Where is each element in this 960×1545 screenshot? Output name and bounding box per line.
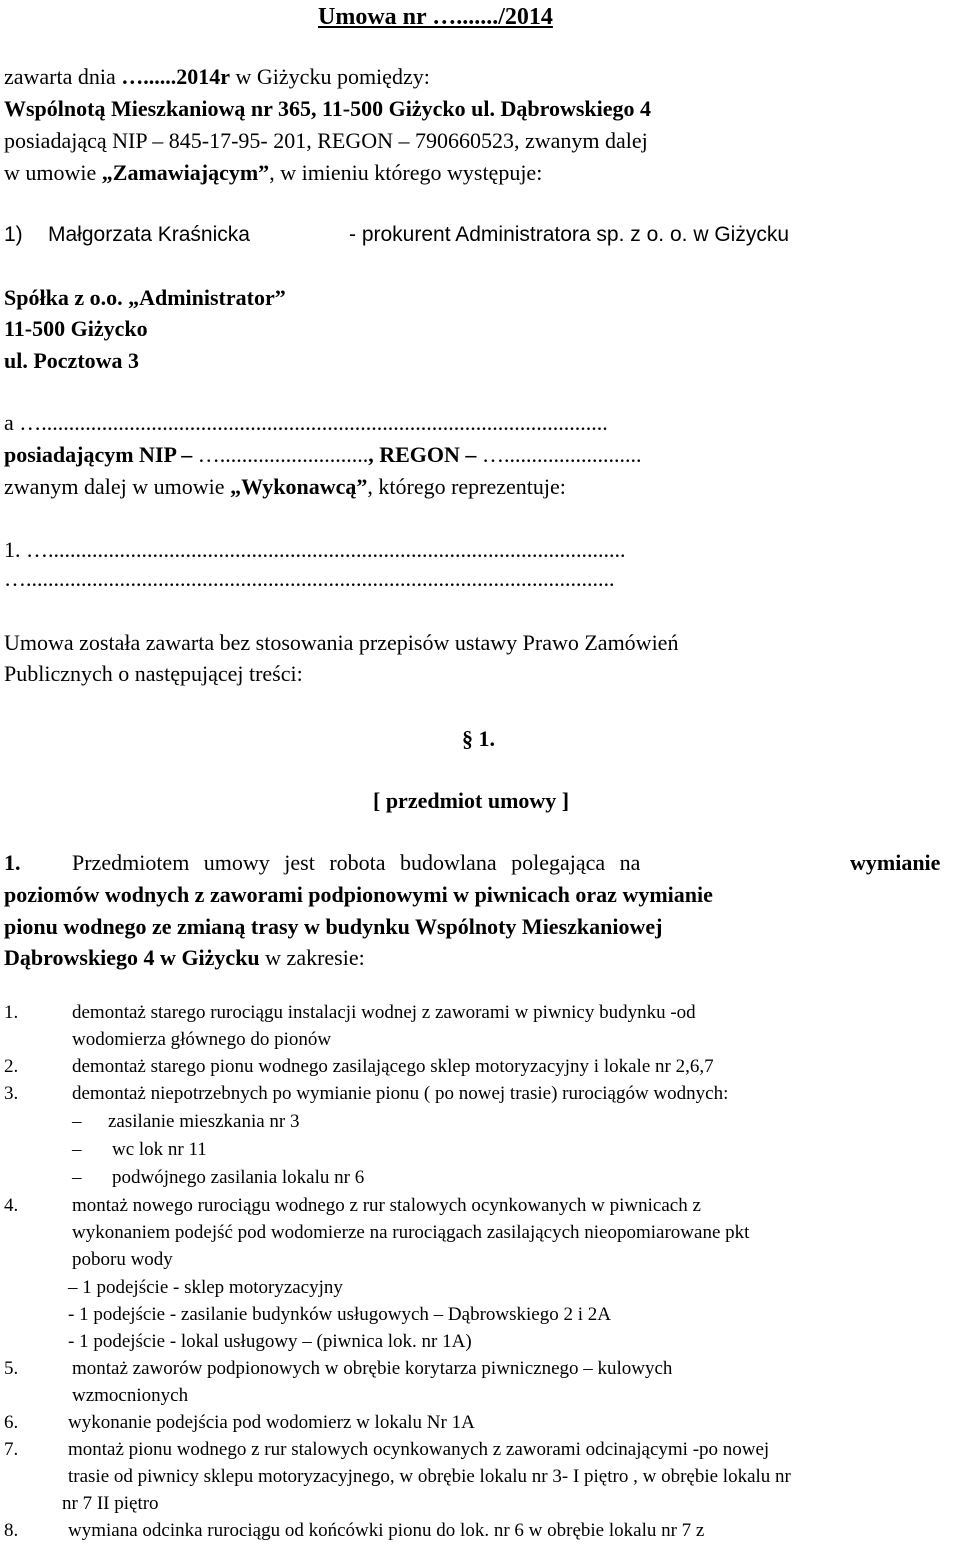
contractor-street: ul. Pocztowa 3	[4, 348, 140, 373]
clause-address: Dąbrowskiego 4 w Giżycku	[4, 945, 260, 970]
ordering-party-term: „Zamawiającym”	[101, 160, 270, 185]
scope-item-text: demontaż starego pionu wodnego zasilającego sklep motoryzacyjny i lokale nr 2,6,7	[72, 1056, 714, 1077]
sub-item: - 1 podejście - lokal usługowy – (piwnica lok. nr 1A)	[68, 1331, 472, 1352]
contractor-text: zwanym dalej w umowie	[4, 474, 231, 499]
contractor-nip-regon-line	[4, 444, 641, 466]
scope-item-number: 5.	[4, 1358, 19, 1379]
scope-item-text: wykonaniem podejść pod wodomierze na rurociągach zasilających nieopomiarowane pkt	[72, 1222, 750, 1243]
scope-item-text: poboru wody	[72, 1249, 173, 1270]
regon-label: , REGON –	[368, 442, 477, 467]
contractor-rep-line-1: 1. ….........................................................................................................	[4, 537, 626, 562]
representative-line	[4, 223, 789, 246]
contractor-zwanym-line	[4, 476, 566, 498]
dash-item: wc lok nr 11	[112, 1139, 207, 1160]
dash-marker: –	[72, 1139, 82, 1160]
dash-item: zasilanie mieszkania nr 3	[108, 1111, 300, 1132]
scope-item-text: wzmocnionych	[72, 1385, 189, 1406]
intro-text: w Giżycku pomiędzy:	[230, 64, 430, 89]
contract-date: …......2014r	[121, 64, 231, 89]
clause1-line-1	[4, 850, 941, 875]
clause1-line-2: poziomów wodnych z zaworami podpionowymi w piwnicach oraz wymianie	[4, 882, 713, 907]
scope-item-number: 2.	[4, 1056, 19, 1077]
intro-text: zawarta dnia	[4, 64, 122, 89]
representative-name: Małgorzata Kraśnicka	[48, 223, 250, 246]
scope-item-number: 3.	[4, 1083, 19, 1104]
intro-line-1	[4, 66, 430, 88]
statement-line-2: Publicznych o następującej treści:	[4, 661, 303, 686]
contractor-company: Spółka z o.o. „Administrator”	[4, 285, 286, 310]
section-number: § 1.	[462, 726, 495, 751]
scope-item-text: demontaż niepotrzebnych po wymianie pionu ( po nowej trasie) rurociągów wodnych:	[72, 1083, 729, 1104]
clause-text: Przedmiotem umowy jest robota budowlana polegająca na	[72, 850, 641, 875]
scope-item-text: montaż pionu wodnego z rur stalowych ocynkowanych z zaworami odcinającymi -po nowej	[68, 1439, 770, 1460]
scope-item-number: 7.	[4, 1439, 19, 1460]
sub-item: - 1 podejście - zasilanie budynków usługowych – Dąbrowskiego 2 i 2A	[68, 1304, 611, 1325]
contractor-term: „Wykonawcą”	[230, 474, 368, 499]
clause-text: w zakresie:	[259, 945, 365, 970]
clause1-line-4	[4, 947, 365, 969]
contractor-a-line: a ….......................................................................................................	[4, 410, 608, 435]
nip-value: …...........................	[192, 442, 369, 467]
clause-number: 1.	[4, 850, 21, 875]
scope-item-number: 1.	[4, 1002, 19, 1023]
dash-marker: –	[72, 1167, 82, 1188]
scope-item-text: nr 7 II piętro	[62, 1493, 159, 1514]
contractor-text: , którego reprezentuje:	[367, 474, 566, 499]
scope-item-number: 4.	[4, 1195, 19, 1216]
scope-item-text: wymiana odcinka rurociągu od końcówki pionu do lok. nr 6 w obrębie lokalu nr 7 z	[68, 1520, 705, 1541]
statement-line-1: Umowa została zawarta bez stosowania przepisów ustawy Prawo Zamówień	[4, 630, 679, 655]
scope-item-number: 6.	[4, 1412, 19, 1433]
clause-emphasis: wymianie	[850, 850, 941, 875]
scope-item-text: wodomierza głównego do pionów	[72, 1029, 332, 1050]
clause1-line-3: pionu wodnego ze zmianą trasy w budynku Wspólnoty Mieszkaniowej	[4, 914, 663, 939]
scope-item-text: montaż zaworów podpionowych w obrębie korytarza piwnicznego – kulowych	[72, 1358, 673, 1379]
document-title: Umowa nr …......./2014	[318, 4, 553, 30]
contractor-rep-line-2: …...........................................................................................................	[4, 566, 615, 591]
regon-value: ….........................	[476, 442, 642, 467]
dash-marker: –	[72, 1111, 82, 1132]
contractor-postcode: 11-500 Giżycko	[4, 316, 148, 341]
scope-item-text: demontaż starego rurociągu instalacji wodnej z zaworami w piwnicy budynku -od	[72, 1002, 696, 1023]
sub-item: – 1 podejście - sklep motoryzacyjny	[68, 1277, 343, 1298]
nip-label: posiadającym NIP –	[4, 442, 193, 467]
intro-line-3: posiadającą NIP – 845-17-95- 201, REGON – 790660523, zwanym dalej	[4, 128, 648, 153]
representative-number: 1)	[4, 223, 23, 246]
intro-text: , w imieniu którego występuje:	[269, 160, 543, 185]
scope-item-text: wykonanie podejścia pod wodomierz w lokalu Nr 1A	[68, 1412, 475, 1433]
scope-item-text: trasie od piwnicy sklepu motoryzacyjnego, w obrębie lokalu nr 3- I piętro , w obrębie lokalu nr	[68, 1466, 791, 1487]
intro-text: w umowie	[4, 160, 102, 185]
dash-item: podwójnego zasilania lokalu nr 6	[112, 1167, 365, 1188]
intro-line-4	[4, 162, 542, 184]
scope-item-text: montaż nowego rurociągu wodnego z rur stalowych ocynkowanych w piwnicach z	[72, 1195, 701, 1216]
scope-item-number: 8.	[4, 1520, 19, 1541]
section-heading: [ przedmiot umowy ]	[373, 788, 570, 813]
representative-role: - prokurent Administratora sp. z o. o. w Giżycku	[349, 223, 789, 246]
intro-line-2: Wspólnotą Mieszkaniową nr 365, 11-500 Giżycko ul. Dąbrowskiego 4	[4, 96, 652, 121]
